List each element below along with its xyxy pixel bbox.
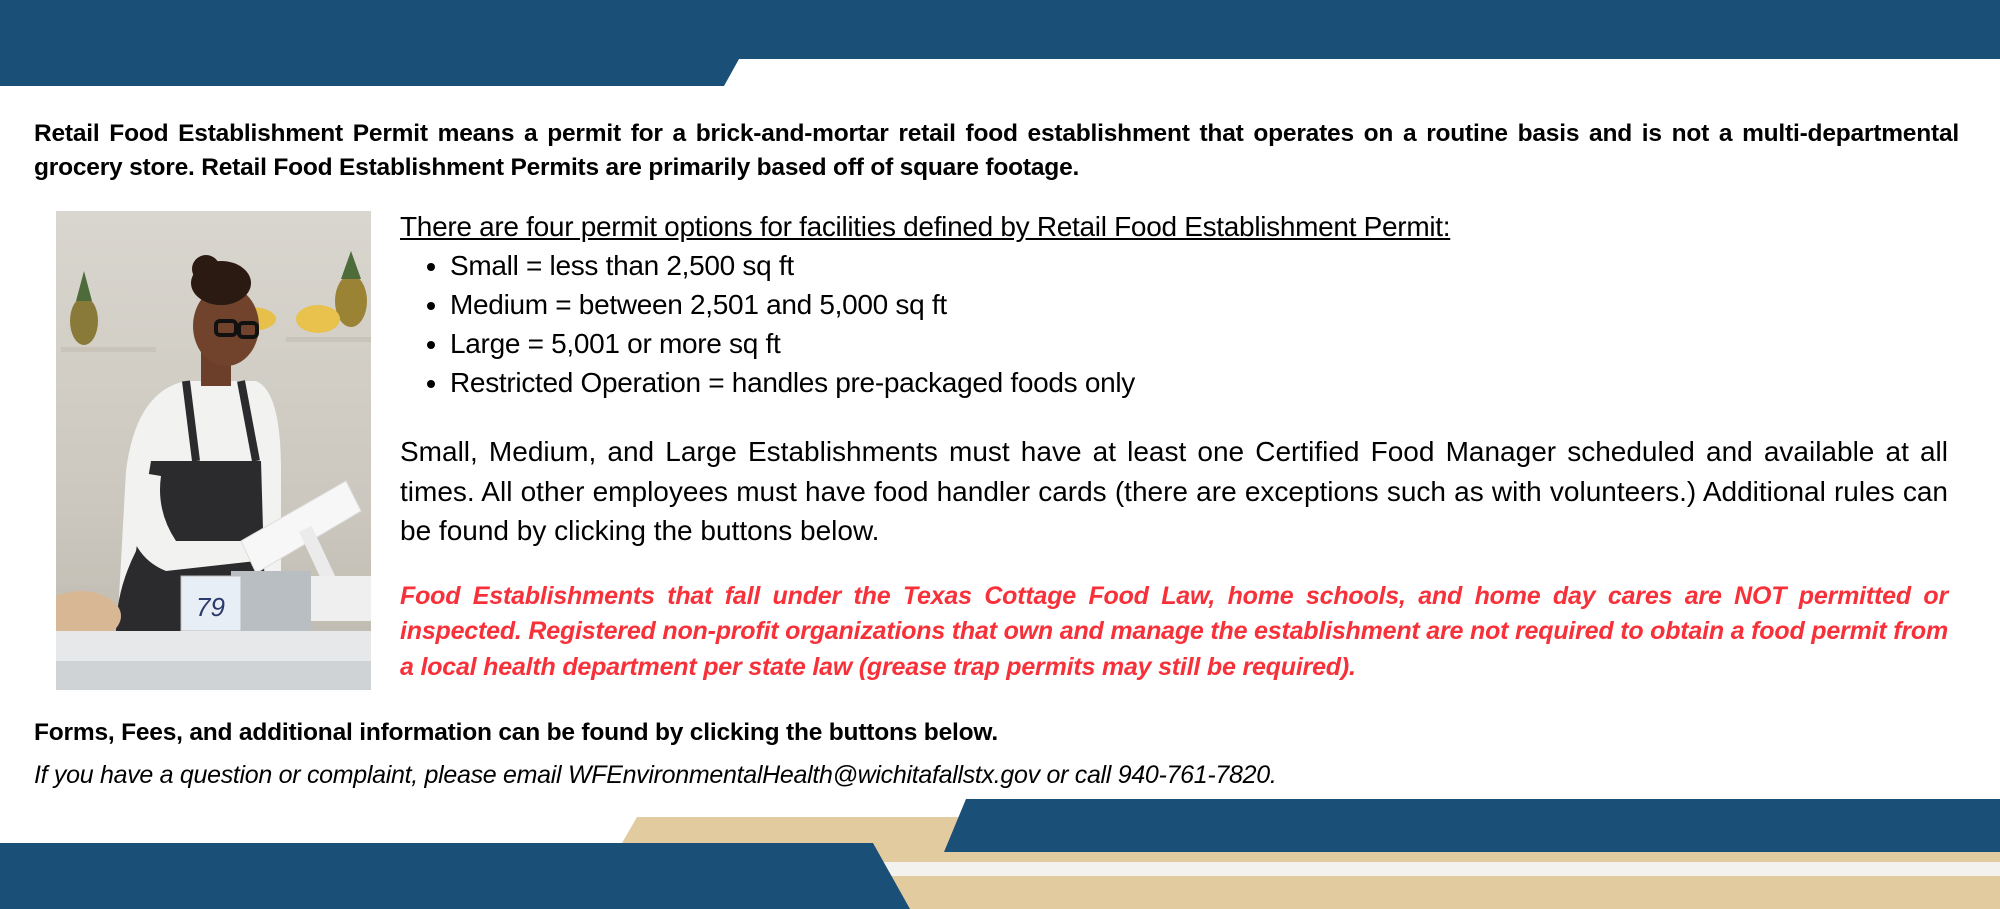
cashier-illustration xyxy=(56,211,371,690)
contact-suffix: . xyxy=(1269,761,1277,789)
contact-email-link[interactable]: WFEnvironmentalHealth@wichitafallstx.gov xyxy=(567,761,1040,789)
cashier-photo xyxy=(56,211,371,690)
permit-options-heading: There are four permit options for facilities defined by Retail Food Establishment Permit: xyxy=(400,211,1451,242)
permit-definition: Retail Food Establishment Permit means a permit for a brick-and-mortar retail food establishment that operates on a routine basis and is not a multi-departmental grocery store. Retail Food Establishment Permits are primarily based off of square footage. xyxy=(34,120,1959,181)
svg-text:79: 79 xyxy=(196,592,225,622)
forms-fees-note: Forms, Fees, and additional information can be found by clicking the buttons below. xyxy=(34,719,998,746)
contact-line xyxy=(34,758,1276,792)
contact-phone[interactable]: 940-761-7820 xyxy=(1117,761,1270,789)
staffing-rules: Small, Medium, and Large Establishments must have at least one Certified Food Manager scheduled and available at all times. All other employees must have food handler cards (there are exceptions such as with volunteers.) Additional rules can be found by clicking the buttons below. xyxy=(400,436,1948,546)
top-banner-decoration xyxy=(0,0,2000,100)
permit-option-medium: • Medium = between 2,501 and 5,000 sq ft xyxy=(450,285,1948,324)
contact-middle: or call xyxy=(1039,761,1118,789)
permit-option-large: • Large = 5,001 or more sq ft xyxy=(450,324,1948,363)
contact-prefix: If you have a question or complaint, please email xyxy=(34,761,568,789)
permit-option-small: • Small = less than 2,500 sq ft xyxy=(450,246,1948,285)
exemption-warning: Food Establishments that fall under the Texas Cottage Food Law, home schools, and home day cares are NOT permitted or inspected. Registered non-profit organizations that own and manage the establishment are not required to obtain a food permit from a local health department per state law (grease trap permits may still be required). xyxy=(400,581,1948,681)
permit-option-restricted: • Restricted Operation = handles pre-packaged foods only xyxy=(450,363,1948,402)
permit-options-list xyxy=(400,246,1948,402)
permit-content xyxy=(400,208,1948,685)
